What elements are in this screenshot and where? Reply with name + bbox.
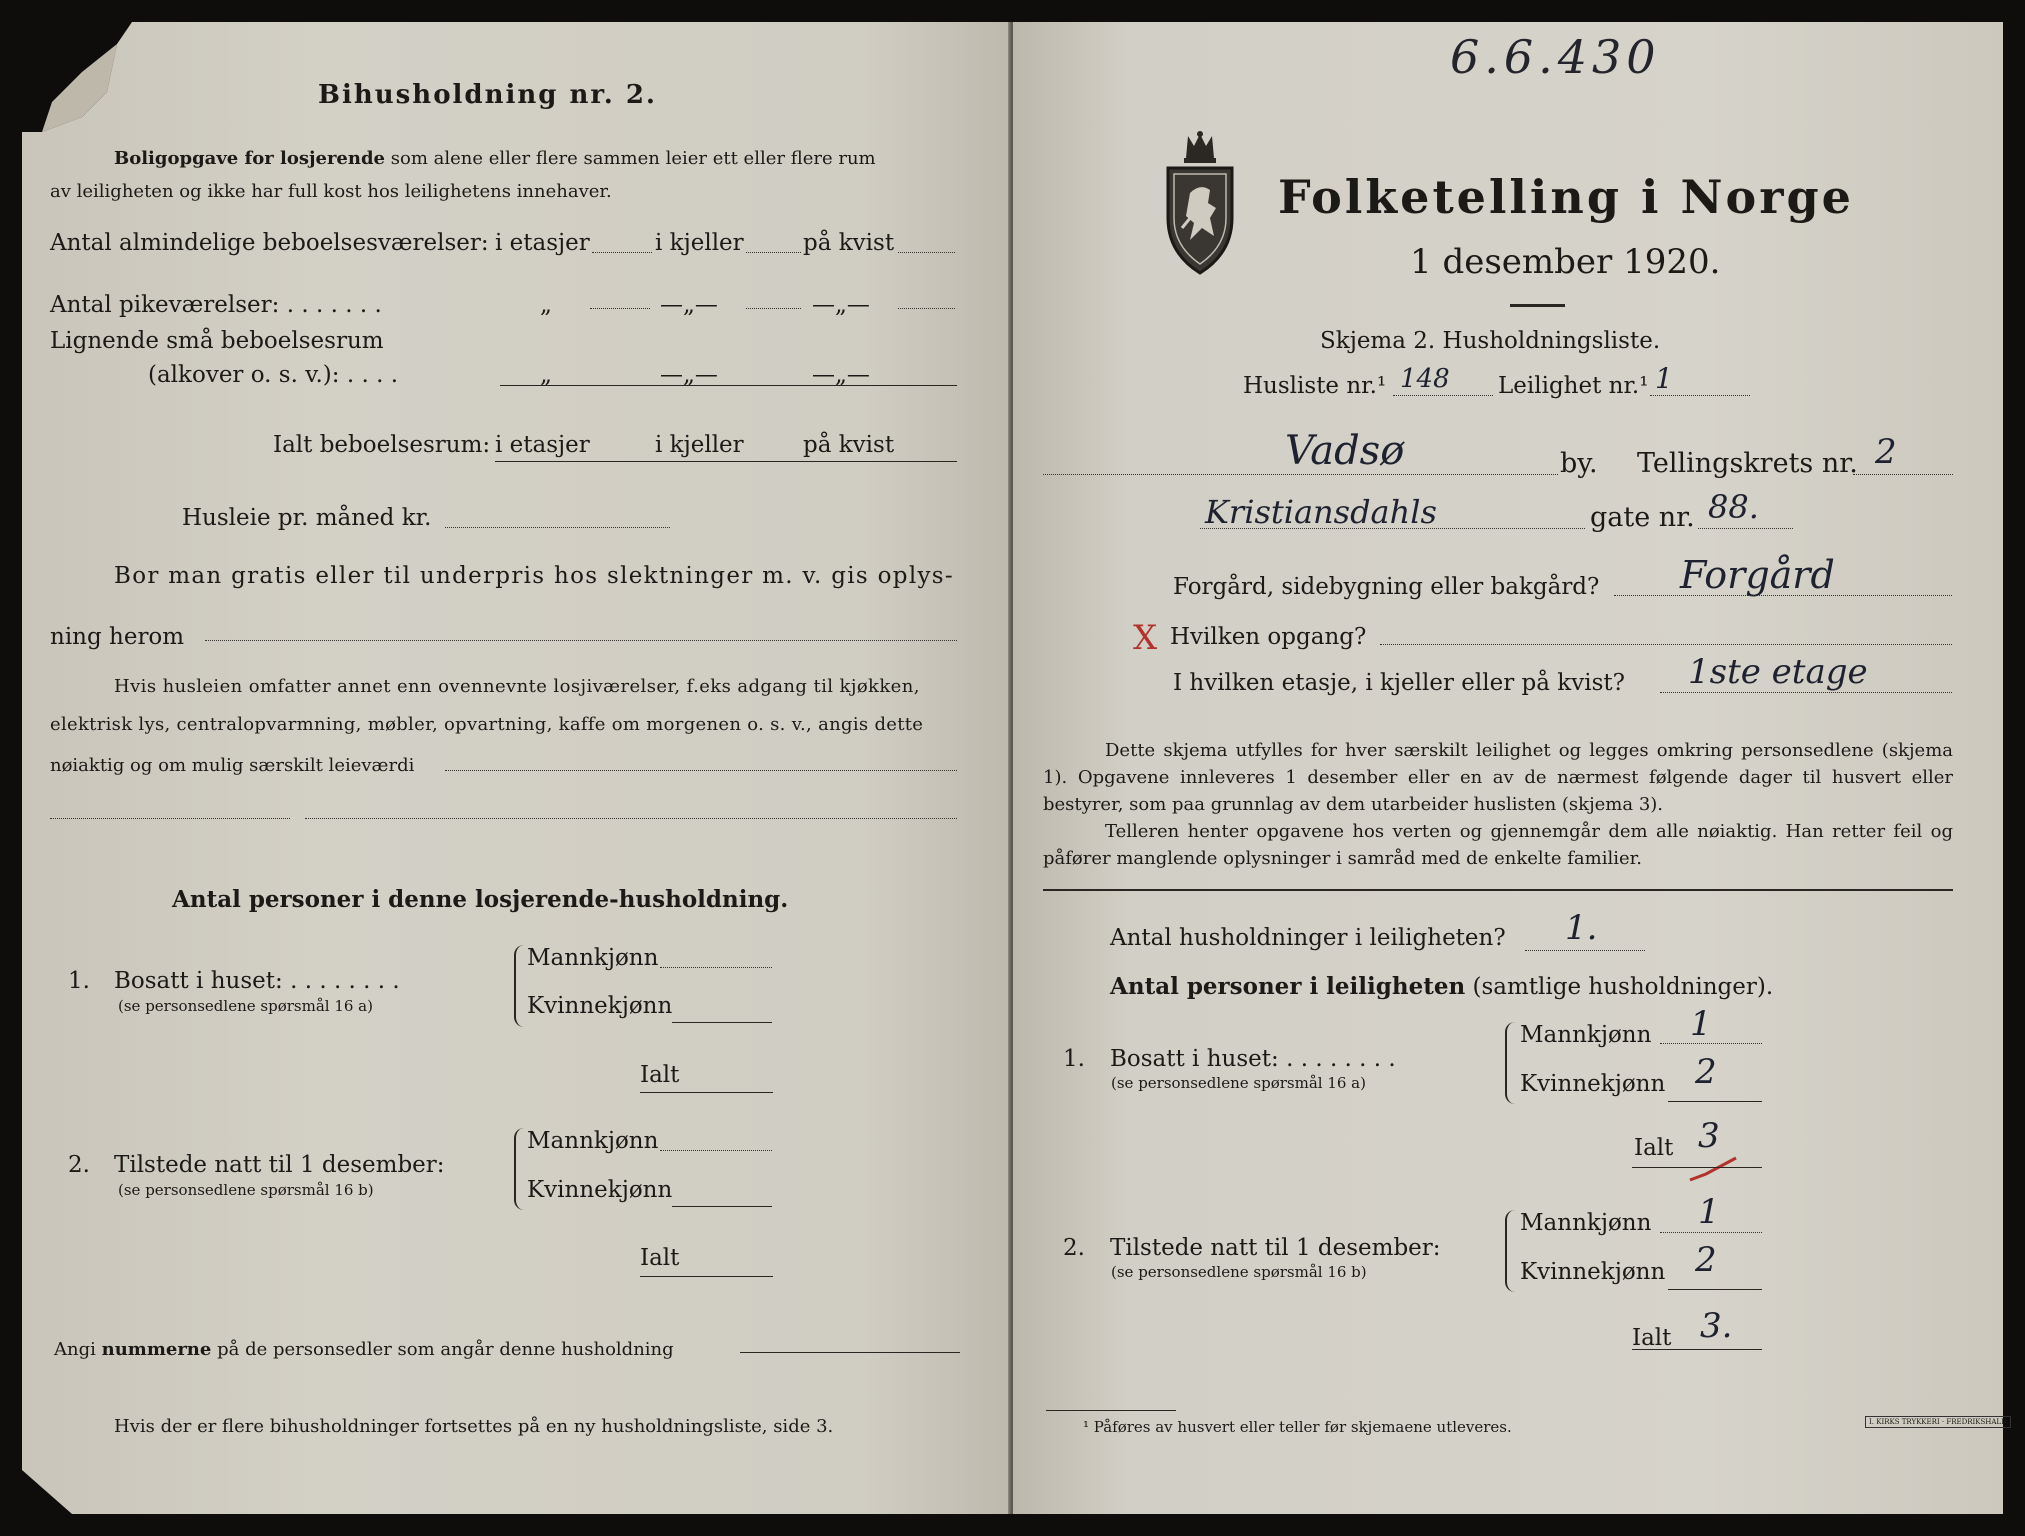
husliste-line[interactable] [1393, 395, 1493, 396]
leilighet-value[interactable]: 1 [1655, 362, 1673, 395]
left-q1-ialt-label: Ialt [640, 1062, 680, 1088]
gratis-line[interactable] [205, 640, 957, 641]
intro-line-1 [114, 148, 876, 169]
gate-label: gate nr. [1590, 502, 1695, 533]
right-q1-kvinne-label: Kvinnekjønn [1520, 1071, 1666, 1097]
small-ditto: „ [540, 362, 552, 388]
right-q1-kvinne-line[interactable] [1668, 1101, 1762, 1102]
left-q1-brace [514, 945, 524, 1027]
husliste-value[interactable]: 148 [1400, 364, 1450, 394]
small-ditto-3: —„— [812, 362, 870, 388]
right-q2-mann-line[interactable] [1660, 1232, 1762, 1233]
leilighet-label: Leilighet nr.¹ [1498, 373, 1649, 399]
rooms-kvist: på kvist [803, 230, 895, 256]
gate-value[interactable]: 88. [1708, 488, 1759, 526]
left-footer: Hvis der er flere bihusholdninger fortsettes på en ny husholdningsliste, side 3. [114, 1416, 834, 1437]
right-q2-mann-label: Mannkjønn [1520, 1210, 1652, 1236]
info-paragraph-2: Telleren henter opgavene hos verten og gjennemgår dem alle nøiaktig. Han retter feil og påfører manglende oplysninger i samråd med de enkelte familier. [1043, 821, 1953, 869]
by-label: by. [1560, 448, 1598, 479]
persons-heading [1110, 973, 1773, 1000]
gratis-line-1: Bor man gratis eller til underpris hos slektninger m. v. gis oplys- [114, 563, 954, 589]
skjema-label: Skjema 2. Husholdningsliste. [1320, 328, 1661, 354]
angi-line [54, 1339, 674, 1360]
right-q1-mann-line[interactable] [1660, 1043, 1762, 1044]
right-q1-kvinne-value[interactable]: 2 [1695, 1052, 1717, 1092]
left-q2-ialt-label: Ialt [640, 1245, 680, 1271]
etasje-value[interactable]: 1ste etage [1688, 652, 1868, 692]
left-q1-ialt-line[interactable] [640, 1092, 773, 1093]
census-date: 1 desember 1920. [1410, 242, 1721, 282]
right-q2-kvinne-value[interactable]: 2 [1695, 1240, 1717, 1280]
angi-bold: nummerne [101, 1339, 212, 1360]
right-q1-label: Bosatt i huset: . . . . . . . . [1110, 1046, 1396, 1072]
printer-stamp: I. KIRKS TRYKKERI · FREDRIKSHALD [1865, 1416, 2011, 1428]
left-q2-brace [514, 1128, 524, 1210]
right-q2-num: 2. [1063, 1235, 1085, 1261]
right-q2-label: Tilstede natt til 1 desember: [1110, 1235, 1441, 1261]
pike-kvist-line[interactable] [898, 308, 955, 309]
persons-title: Antal personer i denne losjerende-husholdning. [172, 886, 789, 913]
town-line[interactable] [1043, 474, 1558, 475]
angi-line-field[interactable] [740, 1352, 960, 1353]
street-line[interactable] [1200, 528, 1585, 529]
rooms-kjeller-line[interactable] [746, 252, 801, 253]
right-q2-mann-value[interactable]: 1 [1698, 1192, 1720, 1232]
ialt-kjeller: i kjeller [655, 432, 744, 458]
town-value[interactable]: Vadsø [1285, 428, 1405, 474]
leilighet-line[interactable] [1650, 395, 1750, 396]
info-separator [1043, 889, 1953, 891]
left-q1-kvinne-label: Kvinnekjønn [527, 993, 673, 1019]
right-q1-ialt-line[interactable] [1632, 1167, 1762, 1168]
right-q2-kvinne-line[interactable] [1668, 1289, 1762, 1290]
etasje-line[interactable] [1660, 692, 1952, 693]
hvis-line-3: nøiaktig og om mulig særskilt leieværdi [50, 755, 415, 776]
red-tick-mark [1688, 1154, 1738, 1184]
left-q2-kvinne-label: Kvinnekjønn [527, 1177, 673, 1203]
husleie-label: Husleie pr. måned kr. [182, 505, 432, 531]
left-q1-label: Bosatt i huset: . . . . . . . . [114, 968, 400, 994]
left-q2-sub: (se personsedlene spørsmål 16 b) [118, 1181, 374, 1199]
info-paragraph-1: Dette skjema utfylles for hver særskilt leilighet og legges omkring personsedlene (skjema 1). Opgavene innleveres 1 desember eller en av de nærmest følgende dager til husvert eller bestyrer, som paa grunnlag av dem utarbeider huslisten (skjema 3). [1043, 740, 1953, 815]
persons-heading-bold: Antal personer i leiligheten [1110, 973, 1466, 1000]
rooms-kvist-line[interactable] [898, 252, 955, 253]
small-ditto-2: —„— [660, 362, 718, 388]
left-q1-num: 1. [68, 968, 90, 994]
right-q2-ialt-value[interactable]: 3. [1700, 1306, 1733, 1346]
rooms-label: Antal almindelige beboelsesværelser: [50, 230, 489, 256]
bihusholdning-title: Bihusholdning nr. 2. [318, 80, 657, 110]
persons-heading-rest: (samtlige husholdninger). [1472, 974, 1774, 1000]
folded-corner [22, 22, 132, 132]
footnote-separator [1046, 1410, 1176, 1411]
leieverdi-line[interactable] [445, 770, 957, 771]
forgaard-line[interactable] [1614, 595, 1952, 596]
opgang-check-mark: X [1133, 618, 1158, 658]
rooms-etasjer: i etasjer [495, 230, 590, 256]
census-title: Folketelling i Norge [1278, 170, 1854, 224]
ialt-label: Ialt beboelsesrum: [273, 432, 491, 458]
left-q2-mann-line[interactable] [660, 1150, 772, 1151]
pike-ditto-2: —„— [660, 292, 718, 318]
right-q1-sub: (se personsedlene spørsmål 16 a) [1111, 1074, 1366, 1092]
right-q1-mann-label: Mannkjønn [1520, 1022, 1652, 1048]
street-value[interactable]: Kristiansdahls [1205, 493, 1437, 531]
intro-line-2: av leiligheten og ikke har full kost hos leilighetens innehaver. [50, 181, 612, 202]
households-line[interactable] [1525, 950, 1645, 951]
ialt-line[interactable] [495, 461, 957, 462]
left-q1-kvinne-line[interactable] [672, 1022, 772, 1023]
right-q1-ialt-label: Ialt [1634, 1135, 1674, 1161]
ialt-kvist: på kvist [803, 432, 895, 458]
right-q1-ialt-value[interactable]: 3 [1698, 1116, 1720, 1156]
households-value[interactable]: 1. [1565, 908, 1598, 948]
krets-label: Tellingskrets nr. [1637, 448, 1858, 479]
pike-etasjer-line[interactable] [590, 308, 650, 309]
pike-kjeller-line[interactable] [746, 308, 801, 309]
krets-value[interactable]: 2 [1875, 432, 1897, 472]
right-q2-ialt-label: Ialt [1632, 1325, 1672, 1351]
left-q2-kvinne-line[interactable] [672, 1206, 772, 1207]
right-q1-brace [1505, 1022, 1515, 1104]
right-q2-kvinne-label: Kvinnekjønn [1520, 1259, 1666, 1285]
husliste-label: Husliste nr.¹ [1243, 373, 1387, 399]
left-q1-mann-line[interactable] [660, 967, 772, 968]
title-separator [1510, 304, 1565, 307]
small-rooms-1: Lignende små beboelsesrum [50, 328, 384, 354]
torn-corner-bottom [22, 1470, 82, 1514]
etasje-label: I hvilken etasje, i kjeller eller på kvist? [1173, 670, 1625, 696]
pike-label: Antal pikeværelser: . . . . . . . [50, 292, 382, 318]
right-q2-sub: (se personsedlene spørsmål 16 b) [1111, 1263, 1367, 1281]
left-q1-sub: (se personsedlene spørsmål 16 a) [118, 997, 373, 1015]
krets-line[interactable] [1853, 474, 1953, 475]
right-q2-brace [1505, 1210, 1515, 1292]
left-q2-num: 2. [68, 1152, 90, 1178]
hvis-line-2: elektrisk lys, centralopvarmning, møbler, opvartning, kaffe om morgenen o. s. v., angis dette [50, 714, 924, 735]
rooms-etasjer-line[interactable] [592, 252, 652, 253]
angi-rest: på de personsedler som angår denne husholdning [217, 1339, 674, 1360]
gratis-line-2: ning herom [50, 624, 185, 650]
norway-coat-of-arms-icon [1160, 128, 1240, 278]
left-q2-ialt-line[interactable] [640, 1276, 773, 1277]
right-q1-mann-value[interactable]: 1 [1690, 1004, 1712, 1044]
forgaard-label: Forgård, sidebygning eller bakgård? [1173, 574, 1600, 600]
opgang-line[interactable] [1380, 644, 1952, 645]
leieverdi-line-2a[interactable] [50, 818, 290, 819]
pike-ditto-3: —„— [812, 292, 870, 318]
left-q2-label: Tilstede natt til 1 desember: [114, 1152, 445, 1178]
small-rooms-2: (alkover o. s. v.): . . . . [148, 362, 399, 388]
opgang-label: Hvilken opgang? [1170, 624, 1367, 650]
angi-word: Angi [54, 1339, 96, 1360]
hvis-line-1: Hvis husleien omfatter annet enn ovennevnte losjiværelser, f.eks adgang til kjøkken, [114, 676, 920, 697]
left-q2-mann-label: Mannkjønn [527, 1128, 659, 1154]
small-rooms-line[interactable] [500, 385, 957, 386]
right-q1-num: 1. [1063, 1046, 1085, 1072]
intro-bold: Boligopgave for losjerende [114, 148, 386, 169]
left-q1-mann-label: Mannkjønn [527, 945, 659, 971]
leieverdi-line-2b[interactable] [305, 818, 957, 819]
husleie-line[interactable] [445, 527, 670, 528]
households-label: Antal husholdninger i leiligheten? [1110, 925, 1506, 951]
footnote: ¹ Påføres av husvert eller teller før skjemaene utleveres. [1083, 1418, 1512, 1436]
forgaard-value[interactable]: Forgård [1680, 553, 1835, 597]
rooms-kjeller: i kjeller [655, 230, 744, 256]
archive-number: 6.6.430 [1450, 30, 1661, 84]
right-q2-ialt-line[interactable] [1632, 1349, 1762, 1350]
pike-ditto: „ [540, 292, 552, 318]
gate-line[interactable] [1698, 528, 1793, 529]
intro-rest: som alene eller flere sammen leier ett eller flere rum [390, 148, 876, 169]
ialt-etasjer: i etasjer [495, 432, 590, 458]
